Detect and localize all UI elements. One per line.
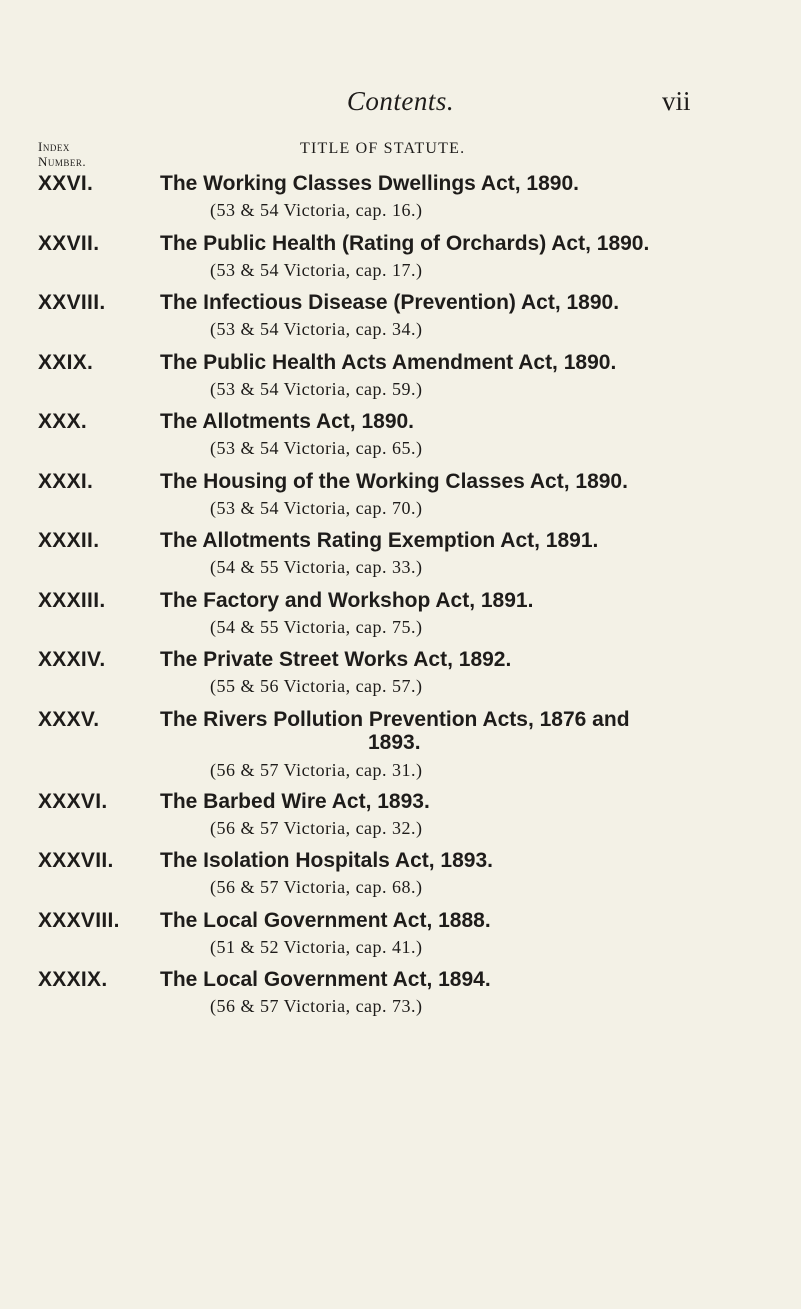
statute-title: The Public Health Acts Amendment Act, 1890. (160, 350, 617, 374)
column-header-index (38, 139, 86, 169)
statute-title-line1: The Rivers Pollution Prevention Acts, 1876 and (160, 707, 630, 731)
index-number: XXVII. (38, 231, 100, 255)
statute-entry (0, 351, 801, 411)
statute-title: The Infectious Disease (Prevention) Act, 1890. (160, 291, 620, 314)
statute-citation: (53 & 54 Victoria, cap. 34.) (210, 319, 423, 339)
index-number: XXXVIII. (38, 908, 120, 932)
statute-title: The Working Classes Dwellings Act, 1890. (160, 172, 579, 195)
statute-title: The Factory and Workshop Act, 1891. (160, 588, 534, 612)
statute-citation: (54 & 55 Victoria, cap. 75.) (210, 616, 423, 637)
index-number: XXXII. (38, 529, 100, 552)
statute-entry (0, 790, 801, 850)
statute-citation: (56 & 57 Victoria, cap. 31.) (210, 759, 423, 780)
index-number: XXXV. (38, 707, 100, 731)
column-header-index-line1: Index (38, 139, 70, 154)
statute-citation: (56 & 57 Victoria, cap. 73.) (210, 996, 423, 1016)
page-number: vii (662, 86, 691, 116)
index-number: XXXIII. (38, 588, 106, 612)
statute-entry (0, 470, 801, 530)
statute-entry (0, 529, 801, 589)
statute-entry (0, 849, 801, 909)
statute-title: The Local Government Act, 1888. (160, 908, 491, 932)
statute-citation: (56 & 57 Victoria, cap. 32.) (210, 817, 423, 838)
statute-entry (0, 410, 801, 470)
page-title: Contents. (346, 86, 455, 116)
statute-entry (0, 909, 801, 969)
statute-entry (0, 172, 801, 232)
index-number: XXX. (38, 410, 88, 433)
statute-entry (0, 232, 801, 292)
statute-citation: (53 & 54 Victoria, cap. 70.) (210, 497, 423, 518)
statute-citation: (54 & 55 Victoria, cap. 33.) (210, 557, 423, 577)
statute-citation: (51 & 52 Victoria, cap. 41.) (210, 936, 423, 957)
index-number: XXVI. (38, 172, 94, 195)
statute-citation: (55 & 56 Victoria, cap. 57.) (210, 676, 423, 696)
index-number: XXXVII. (38, 849, 114, 872)
statute-title: The Allotments Act, 1890. (160, 410, 415, 433)
index-number: XXXIV. (38, 648, 106, 671)
running-head (0, 86, 801, 122)
statute-title: The Public Health (Rating of Orchards) Act, 1890. (160, 231, 650, 255)
statute-title-line2: 1893. (368, 730, 421, 754)
statute-title: The Housing of the Working Classes Act, 1890. (160, 469, 628, 493)
index-number: XXXVI. (38, 789, 108, 813)
column-header-index-line2: Number. (38, 154, 87, 169)
index-number: XXVIII. (38, 291, 106, 314)
statute-entry (0, 648, 801, 708)
statute-citation: (53 & 54 Victoria, cap. 65.) (210, 438, 423, 458)
index-number: XXXIX. (38, 968, 108, 991)
statute-citation: (56 & 57 Victoria, cap. 68.) (210, 877, 423, 897)
statute-entry (0, 589, 801, 649)
statute-citation: (53 & 54 Victoria, cap. 16.) (210, 200, 423, 220)
statute-entry (0, 708, 801, 790)
statute-entry (0, 968, 801, 1028)
statute-title: The Allotments Rating Exemption Act, 1891. (160, 529, 599, 552)
statute-citation: (53 & 54 Victoria, cap. 17.) (210, 259, 423, 280)
index-number: XXXI. (38, 469, 94, 493)
statute-title: The Isolation Hospitals Act, 1893. (160, 849, 493, 872)
statute-title (160, 708, 760, 754)
statute-title: The Barbed Wire Act, 1893. (160, 789, 430, 813)
statute-list (0, 172, 801, 1028)
column-header-title: TITLE OF STATUTE. (300, 140, 466, 157)
statute-entry (0, 291, 801, 351)
statute-title: The Private Street Works Act, 1892. (160, 648, 512, 671)
statute-title: The Local Government Act, 1894. (160, 968, 491, 991)
statute-citation: (53 & 54 Victoria, cap. 59.) (210, 378, 423, 399)
index-number: XXIX. (38, 350, 94, 374)
